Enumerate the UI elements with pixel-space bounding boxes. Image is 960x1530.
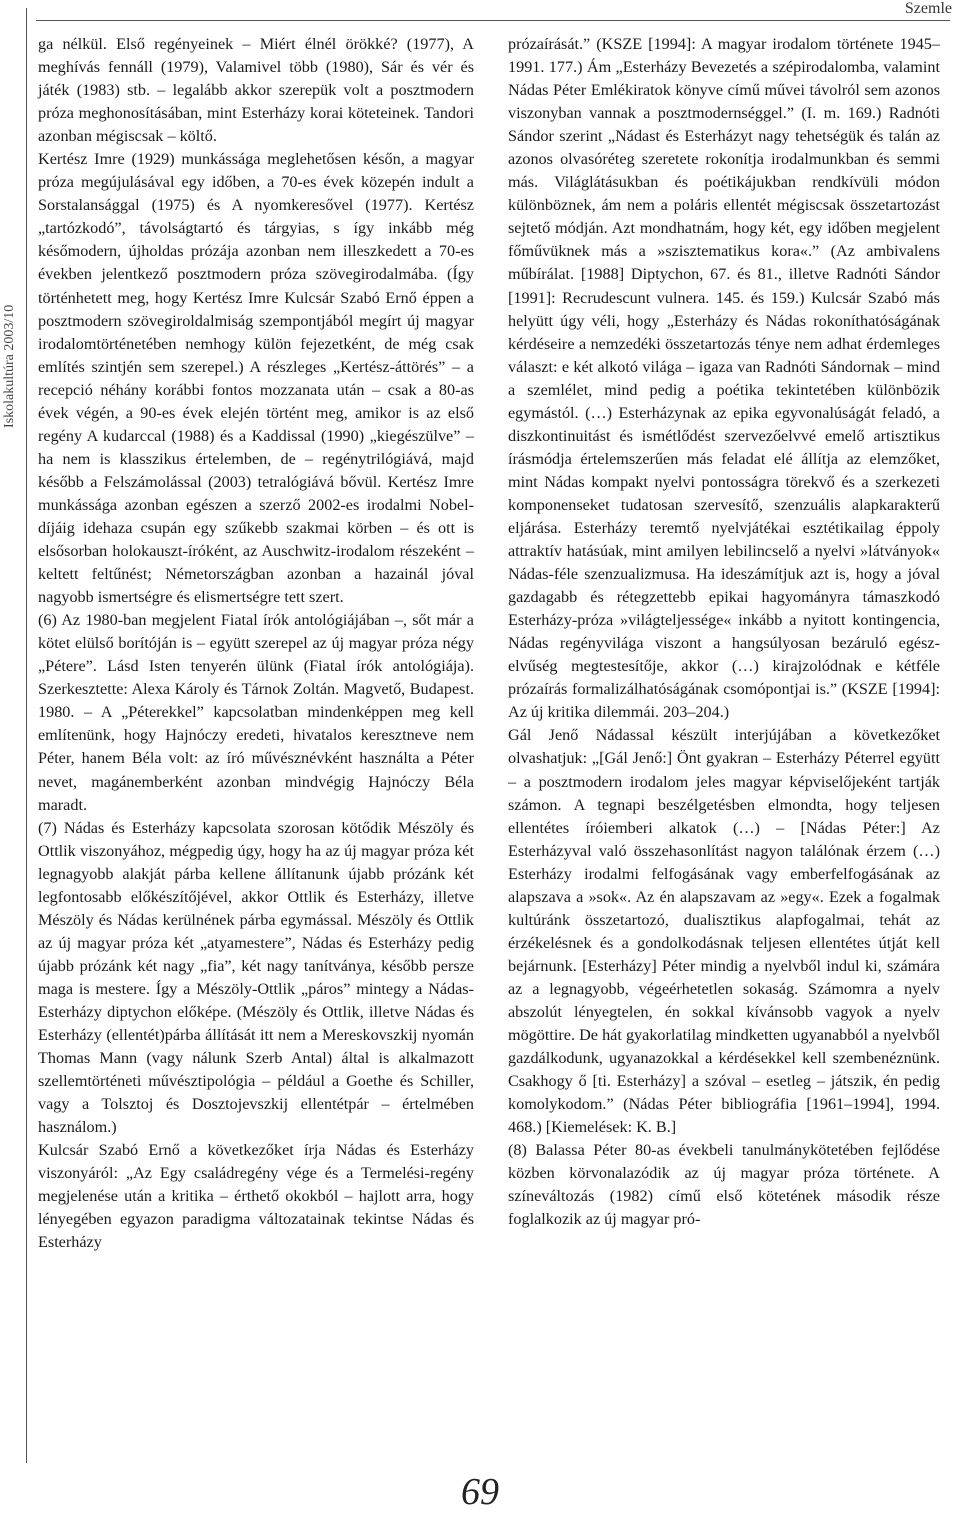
section-label: Szemle [904, 0, 952, 17]
paragraph: Kulcsár Szabó Ernő a következőket írja Nádas és Esterházy viszonyáról: „Az Egy családregény vége és a Termelési-regény megjelenése után a kritika – érthető okokból – hajlott arra, hogy lényegében egyazon paradigma változatainak tekintse Nádas és Esterházy [38, 1141, 474, 1252]
header-rule [36, 20, 950, 21]
right-column [508, 33, 940, 1231]
page-number: 69 [461, 1471, 499, 1513]
journal-label: Iskolakultúra 2003/10 [2, 304, 17, 428]
paragraph: Gál Jenő Nádassal készült interjújában a következőket olvashatjuk: „[Gál Jenő:] Önt gyakran – Esterházy Péterrel együtt – a posztmodern irodalom jeles magyar képviselőjeként tartják számon. A tegnapi beszélgetésben elmondta, hogy teljesen ellentétes íróiemberi alkatok (…) – [Nádas Péter:] Az Esterházyval való összehasonlítást nagyon találónak érzem (…) Esterházy irodalmi felfogásának vagy emberfelfogásának az alapszava a »sok«. Az én alapszavam az »egy«. Ezek a fogalmak kultúránk összetartozó, dualisztikus alapfogalmai, tehát az érzékelésnek és a gondolkodásnak teljesen ellentétes útját kell bejárnunk. [Esterházy] Péter mindig a nyelvből indul ki, számára az a legnagyobb, végeérhetetlen sokaság. Számomra a nyelv abszolút lényegtelen, én sokkal kívánsobb vagyok a nyelv mögöttire. De hát gyakorlatilag mindketten ugyanabból a nyelvből gazdálkodunk, ugyanazokkal a kérdésekkel kell szembenéznünk. Csakhogy ő [ti. Esterházy] a szóval – esetleg – játszik, én pedig komolykodom.” (Nádas Péter bibliográfia [1961–1994], 1994. 468.) [Kiemelések: K. B.] [508, 726, 940, 1137]
paragraph: Kertész Imre (1929) munkássága meglehetősen későn, a magyar próza megújulásával egy időben, a 70-es évek közepén indult a Sorstalansággal (1975) és A nyomkeresővel (1977). Kertész „tartózkodó”, távolságtartó és tárgyias, s így inkább még későmodern, újholdas prózája azonban nem illeszkedett a 70-es években jelentkező posztmodern próza szövegirodalmába. (Így történhetett meg, hogy Kertész Imre Kulcsár Szabó Ernő éppen a posztmodern szövegiroldalmiság szempontjából megírt új magyar irodalomtörténetében nemhogy külön fejezetként, de még csak említés szintjén sem szerepel.) A részleges „Kertész-áttörés” – a recepció néhány korábbi fontos mozzanata után – csak a 80-as évek végén, a 90-es évek elején történt meg, amikor is az első regény A kudarccal (1988) és a Kaddissal (1990) „kiegészülve” – ha nem is klasszikus értelemben, de – regénytrilógiává, majd később a Felszámolással (2003) tetralógiává bővül. Kertész Imre munkássága azonban egészen a szerző 2002-es irodalmi Nobel-díjáig idehaza csupán egy szűkebb szakmai körben – és ott is elsősorban holokauszt-íróként, az Auschwitz-irodalom részeként – keltett feltűnést; Németországban azonban a hazainál jóval nagyobb ismertségre és elismertségre tett szert. [38, 150, 474, 607]
footnote-7: (7) Nádas és Esterházy kapcsolata szorosan kötődik Mészöly és Ottlik viszonyához, mégpedig úgy, hogy ha az új magyar próza két legnagyobb alakját párba kellene állítanunk újabb prózánk két legfontosabb előkészítőjével, akkor Ottlik és Esterházy, illetve Mészöly és Nádas kerülnének párba egymással. Mészöly és Ottlik az új magyar próza két „atyamestere”, Nádas és Esterházy pedig újabb prózánk két nagy „fia”, két nagy tanítványa, később persze maga is mestere. Így a Mészöly-Ottlik „páros” mintegy a Nádas-Esterházy diptychon előképe. (Mészöly és Ottlik, illetve Nádas és Esterházy (ellentét)párba állítását itt nem a Mereskovszkij nyomán Thomas Mann (vagy nálunk Szerb Antal) által is alkalmazott szellemtörténeti művésztipológia – például a Goethe és Schiller, vagy a Tolsztoj és Dosztojevszkij ellentétpár – értelmében használom.) [38, 818, 474, 1137]
paragraph: ga nélkül. Első regényeinek – Miért élnél örökké? (1977), A meghívás fennáll (1979), Valamivel több (1980), Sár és vér és játék (1983) stb. – legalább akkor szerepük volt a posztmodern próza meghonosításában, mint Esterházy korai köteteinek. Tandori azonban mégiscsak – költő. [38, 35, 474, 146]
left-column [38, 33, 474, 1254]
paragraph: prózaírását.” (KSZE [1994]: A magyar irodalom története 1945–1991. 177.) Ám „Esterházy Bevezetés a szépirodalomba, valamint Nádas Péter Emlékiratok könyve című művei távolról sem azonos viszonyban vannak a posztmodernséggel.” (I. m. 169.) Radnóti Sándor szerint „Nádast és Esterházyt nagy tehetségük és talán az azonos olvasóréteg szeretete rokonítja irodalmunkban és semmi más. Világlátásukban és poétikájukban rendkívüli módon különböznek, ám nem a poláris ellentét mégiscsak összetartozást sejtető módján. Azt mondhatnám, hogy két, egy időben megjelent főművüknek más a »szisztematikus kora«.” (Az ambivalens műbírálat. [1988] Diptychon, 67. és 81., illetve Radnóti Sándor [1991]: Recrudescunt vulnera. 145. és 159.) Kulcsár Szabó más helyütt úgy véli, hogy „Esterházy és Nádas rokoníthatóságának kérdéseire a nemzedéki összetartozás ténye nem adhat érdemleges választ: e két alkotó világa – igaza van Radnóti Sándornak – mind a szemlélet, mind pedig a poétika tekintetében különbözik egymástól. (…) Esterházynak az epika egyvonalúságát feladó, a diszkontinuitást és ismétlődést szervezőelvvé emelő artisztikus írásmódja értelemszerűen más feladat elé állítja az elemzőket, mint Nádas kompakt nyelvi pontosságra törekvő és a szerkezeti komponenseket tudatosan szervesítő, szenzuális alapkarakterű eljárása. Esterházy teremtő nyelvjátékai esztétikailag éppoly attraktív hatásúak, mint amilyen lebilincselő a nyelvi »látványok« Nádas-féle szenzualizmusa. Ha ideszámítjuk azt is, hogy a jóval gazdagabb és rétegzettebb epikai hagyományra támaszkodó Esterházy-próza »világteljessége« inkább a nyitott kontingencia, Nádas regényvilága viszont a hangsúlyosan bezáruló egész-elvűség megtestesítője, akkor (…) kirajzolódnak e kétféle prózaírás formalizálhatóságának csomópontjai is.” (KSZE [1994]: Az új kritika dilemmái. 203–204.) [508, 35, 940, 722]
side-rule [26, 8, 27, 1463]
footnote-8: (8) Balassa Péter 80-as évekbeli tanulmánykötetében fejlődése közben körvonalazódik az új magyar próza története. A színeváltozás (1982) című első kötetének második része foglalkozik az új magyar pró- [508, 1141, 940, 1229]
footnote-6: (6) Az 1980-ban megjelent Fiatal írók antológiájában –, sőt már a kötet elülső borítóján is – együtt szerepel az új magyar próza négy „Pétere”. Lásd Isten tenyerén ülünk (Fiatal írók antológiája). Szerkesztette: Alexa Károly és Tárnok Zoltán. Magvető, Budapest. 1980. – A „Péterekkel” kapcsolatban mindenképpen meg kell említenünk, hogy Hajnóczy eredeti, hivatalos keresztneve nem Péter, hanem Béla volt: az író művésznévként használta a Péter nevet, magánemberként azonban mindvégig Hajnóczy Béla maradt. [38, 611, 474, 814]
